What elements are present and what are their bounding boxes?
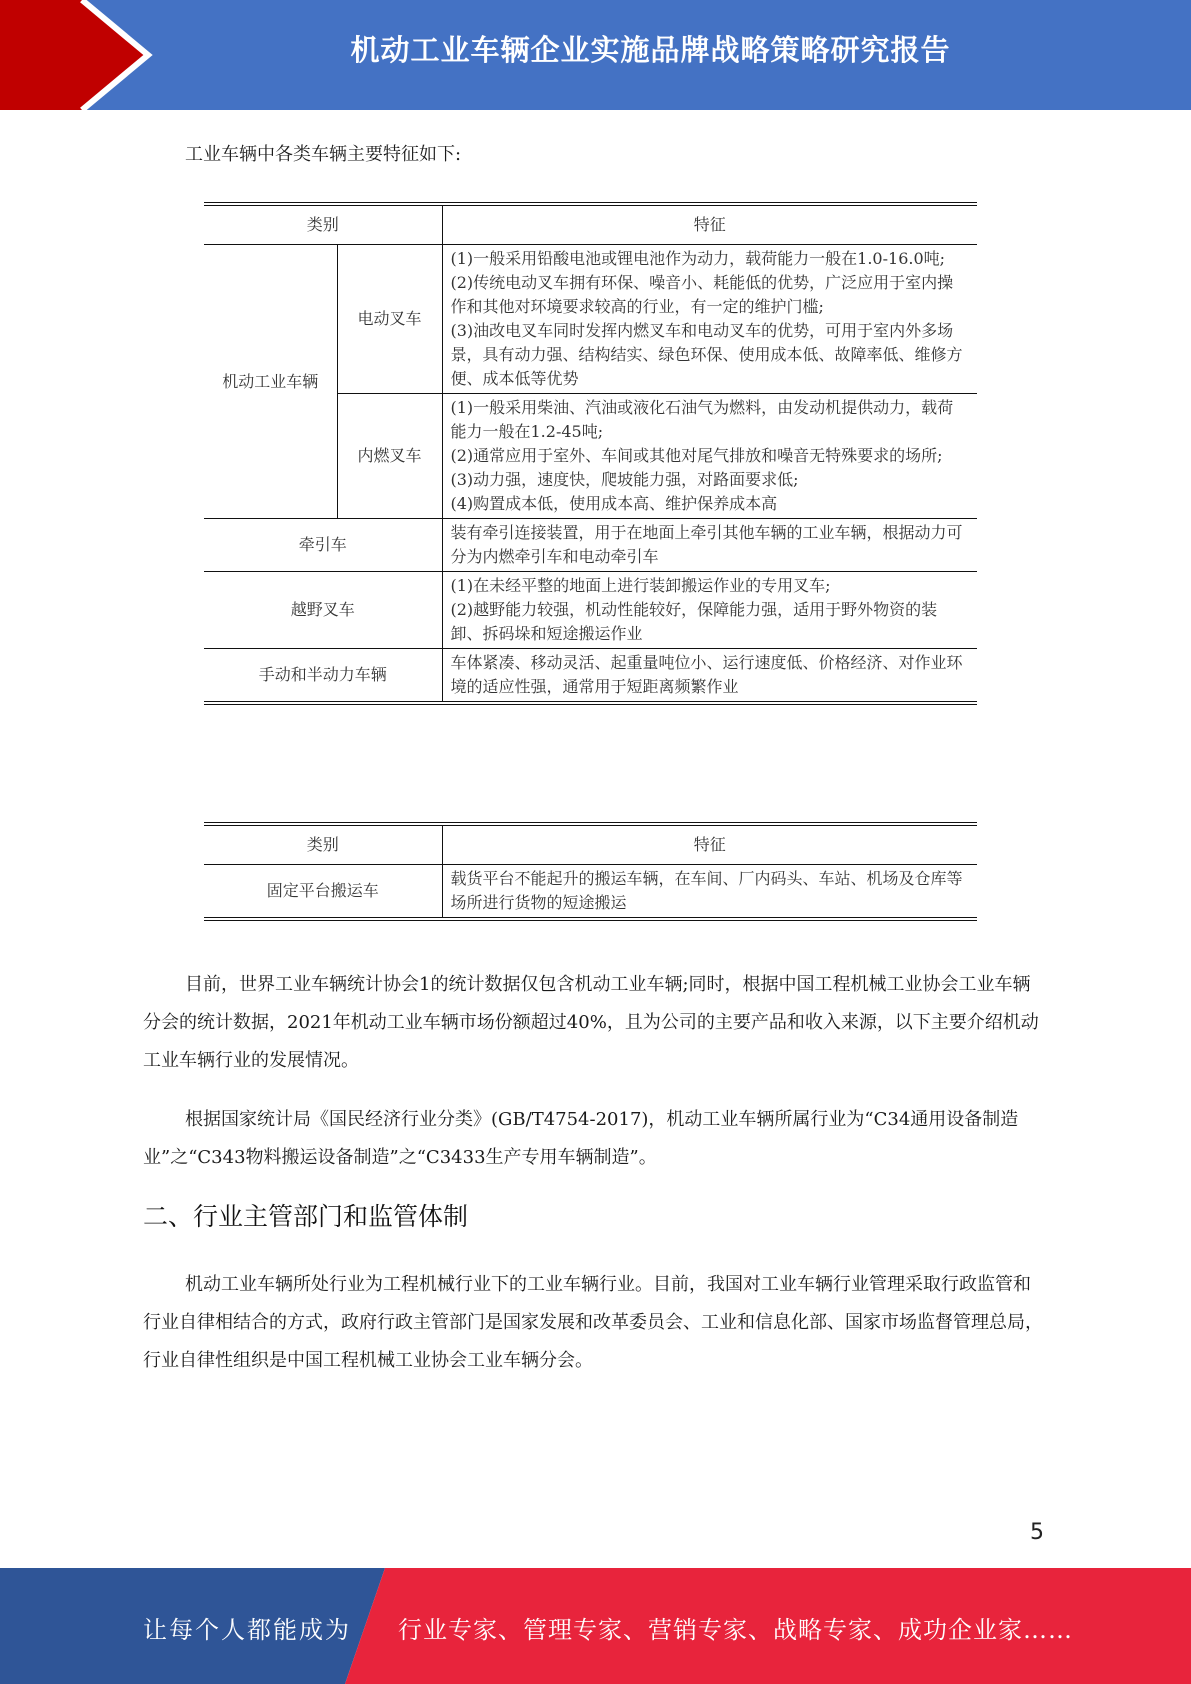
category-cell: 越野叉车 bbox=[204, 572, 442, 649]
table-header-category: 类别 bbox=[204, 204, 442, 245]
feature-line: (4)购置成本低，使用成本高、维护保养成本高 bbox=[450, 494, 778, 513]
feature-line: (1)一般采用铅酸电池或锂电池作为动力，载荷能力一般在1.0-16.0吨; bbox=[450, 249, 946, 268]
feature-cell bbox=[442, 865, 977, 920]
header-arrow-icon bbox=[0, 0, 160, 110]
category-cell: 固定平台搬运车 bbox=[204, 865, 442, 920]
footer-slogan-right: 行业专家、管理专家、营销专家、战略专家、成功企业家…… bbox=[398, 1616, 1073, 1644]
table-row bbox=[204, 572, 977, 649]
feature-line: (3)动力强，速度快，爬坡能力强，对路面要求低; bbox=[450, 470, 799, 489]
table-row bbox=[204, 519, 977, 572]
feature-line: (1)一般采用柴油、汽油或液化石油气为燃料，由发动机提供动力，载荷能力一般在1.2-45吨; bbox=[450, 398, 954, 441]
category-cell: 牵引车 bbox=[204, 519, 442, 572]
feature-line: (2)通常应用于室外、车间或其他对尾气排放和噪音无特殊要求的场所; bbox=[450, 446, 943, 465]
subcategory-cell: 内燃叉车 bbox=[337, 394, 442, 519]
feature-cell bbox=[442, 245, 977, 394]
vehicle-features-table bbox=[204, 202, 977, 705]
subcategory-cell: 电动叉车 bbox=[337, 245, 442, 394]
table-row bbox=[204, 245, 977, 394]
group-cell: 机动工业车辆 bbox=[204, 245, 337, 519]
intro-text: 工业车辆中各类车辆主要特征如下: bbox=[185, 144, 462, 165]
feature-line: 车体紧凑、移动灵活、起重量吨位小、运行速度低、价格经济、对作业环境的适应性强，通常用于短距离频繁作业 bbox=[450, 653, 963, 696]
feature-line: (3)油改电叉车同时发挥内燃叉车和电动叉车的优势，可用于室内外多场景，具有动力强、结构结实、绿色环保、使用成本低、故障率低、维修方便、成本低等优势 bbox=[450, 321, 963, 388]
feature-line: (2)越野能力较强，机动性能较好，保障能力强，适用于野外物资的装卸、拆码垛和短途搬运作业 bbox=[450, 600, 938, 643]
category-cell: 手动和半动力车辆 bbox=[204, 649, 442, 704]
table-header-feature: 特征 bbox=[442, 204, 977, 245]
section-heading: 二、行业主管部门和监管体制 bbox=[143, 1202, 469, 1231]
footer-slogan-left: 让每个人都能成为 bbox=[143, 1616, 351, 1644]
table-row bbox=[204, 865, 977, 920]
platform-truck-table bbox=[204, 822, 977, 921]
page-footer bbox=[0, 1568, 1191, 1684]
table-header-category: 类别 bbox=[204, 824, 442, 865]
feature-line: 装有牵引连接装置，用于在地面上牵引其他车辆的工业车辆，根据动力可分为内燃牵引车和电动牵引车 bbox=[450, 523, 963, 566]
feature-line: (1)在未经平整的地面上进行装卸搬运作业的专用叉车; bbox=[450, 576, 831, 595]
feature-line: (2)传统电动叉车拥有环保、噪音小、耗能低的优势，广泛应用于室内操作和其他对环境要求较高的行业，有一定的维护门槛; bbox=[450, 273, 954, 316]
table-header-row bbox=[204, 204, 977, 245]
page-number: 5 bbox=[1030, 1520, 1044, 1545]
feature-cell bbox=[442, 572, 977, 649]
body-paragraph: 目前，世界工业车辆统计协会1的统计数据仅包含机动工业车辆;同时，根据中国工程机械工业协会工业车辆分会的统计数据，2021年机动工业车辆市场份额超过40%，且为公司的主要产品和收入来源，以下主要介绍机动工业车辆行业的发展情况。 bbox=[143, 974, 1039, 1071]
feature-cell bbox=[442, 394, 977, 519]
feature-line: 载货平台不能起升的搬运车辆，在车间、厂内码头、车站、机场及仓库等场所进行货物的短途搬运 bbox=[450, 869, 963, 912]
body-paragraph: 根据国家统计局《国民经济行业分类》(GB/T4754-2017)，机动工业车辆所属行业为“C34通用设备制造业”之“C343物料搬运设备制造”之“C3433生产专用车辆制造”。 bbox=[143, 1109, 1019, 1168]
table-header-row bbox=[204, 824, 977, 865]
section-paragraph: 机动工业车辆所处行业为工程机械行业下的工业车辆行业。目前，我国对工业车辆行业管理采取行政监管和行业自律相结合的方式，政府行政主管部门是国家发展和改革委员会、工业和信息化部、国家市场监督管理总局，行业自律性组织是中国工程机械工业协会工业车辆分会。 bbox=[143, 1274, 1043, 1371]
table-header-feature: 特征 bbox=[442, 824, 977, 865]
feature-cell bbox=[442, 649, 977, 704]
page-header bbox=[0, 0, 1191, 110]
table-row bbox=[204, 649, 977, 704]
feature-cell bbox=[442, 519, 977, 572]
page-header-title: 机动工业车辆企业实施品牌战略策略研究报告 bbox=[350, 33, 951, 67]
